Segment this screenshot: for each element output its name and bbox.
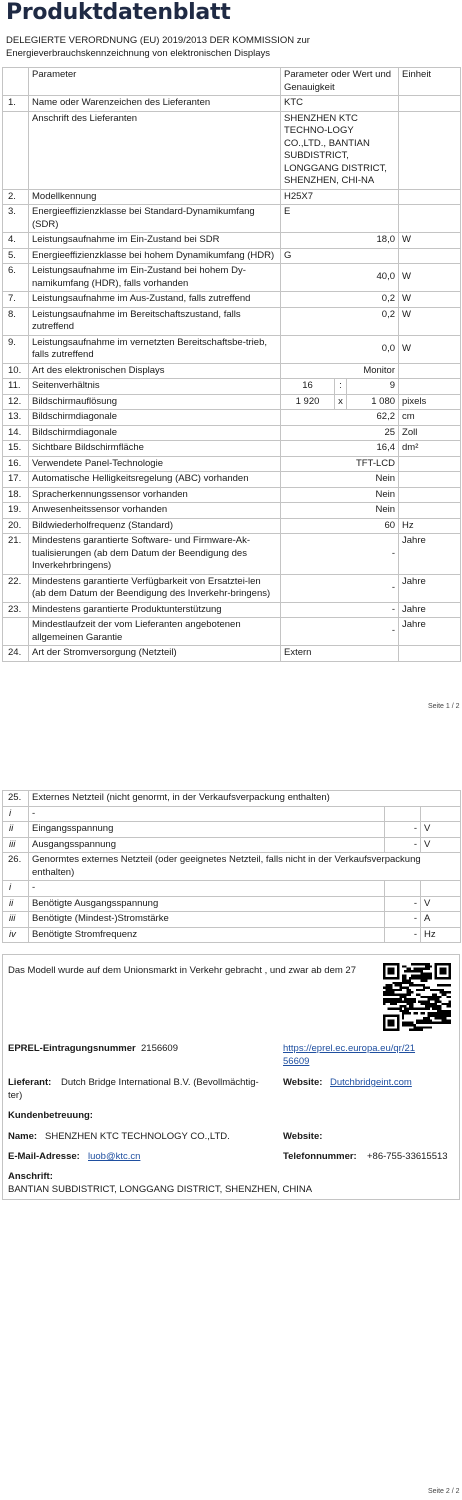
sub-row-unit: A [421, 912, 461, 928]
row-parameter: Bildschirmdiagonale [29, 410, 281, 426]
row-value-sep: x [335, 394, 347, 410]
row-unit: W [399, 264, 461, 292]
row-value: 60 [281, 518, 399, 534]
address-label: Anschrift: [8, 1171, 53, 1182]
email-link[interactable]: luob@ktc.cn [88, 1151, 141, 1162]
table-row [3, 335, 461, 363]
row-unit: Zoll [399, 425, 461, 441]
table-row [3, 410, 461, 426]
table-row [3, 363, 461, 379]
row-parameter: Seitenverhältnis [29, 379, 281, 395]
row-number: 19. [3, 503, 29, 519]
row-number: 25. [3, 791, 29, 807]
row-number: 8. [3, 307, 29, 335]
regulation-subtitle: DELEGIERTE VERORDNUNG (EU) 2019/2013 DER KOMMISSION zur Energieverbrauchskennzeichnung von elektronischen Displays [6, 35, 310, 59]
sub-row-parameter: Benötigte Stromfrequenz [29, 927, 385, 943]
row-value: SHENZHEN KTC TECHNO-LOGY CO.,LTD., BANTIAN SUBDISTRICT, LONGGANG DISTRICT, SHENZHEN, CHI-NA [281, 111, 399, 189]
table-row [3, 912, 461, 928]
row-number: 7. [3, 292, 29, 308]
row-unit [399, 189, 461, 205]
sub-row-number: iii [3, 837, 29, 853]
table-row [3, 441, 461, 457]
table-row [3, 248, 461, 264]
row-parameter: Energieeffizienzklasse bei Standard-Dynamikumfang (SDR) [29, 205, 281, 233]
row-number: 18. [3, 487, 29, 503]
row-value: Nein [281, 503, 399, 519]
row-unit [399, 111, 461, 189]
row-parameter: Spracherkennungssensor vorhanden [29, 487, 281, 503]
row-parameter: Name oder Warenzeichen des Lieferanten [29, 96, 281, 112]
sub-row-number: ii [3, 822, 29, 838]
supplier-info-box [2, 954, 460, 1200]
customer-service-heading: Kundenbetreuung: [8, 1110, 93, 1121]
sub-row-number: iii [3, 912, 29, 928]
table-row [3, 896, 461, 912]
row-unit: Jahre [399, 602, 461, 618]
row-parameter: Mindestens garantierte Software- und Firmware-Ak-tualisierungen (ab dem Datum der Beendigung des Inverkehrbringens) [29, 534, 281, 575]
row-value: 0,0 [281, 335, 399, 363]
row-parameter: Sichtbare Bildschirmfläche [29, 441, 281, 457]
row-unit: Jahre [399, 618, 461, 646]
row-value: - [281, 618, 399, 646]
row-number: 20. [3, 518, 29, 534]
eprel-link-1[interactable]: https://eprel.ec.europa.eu/qr/21 [283, 1043, 416, 1054]
table-row [3, 518, 461, 534]
row-unit [399, 205, 461, 233]
row-value: Nein [281, 487, 399, 503]
row-parameter: Anwesenheitssensor vorhanden [29, 503, 281, 519]
power-supply-table [2, 790, 461, 943]
sub-row-number: iv [3, 927, 29, 943]
row-parameter: Energieeffizienzklasse bei hohem Dynamikumfang (HDR) [29, 248, 281, 264]
sub-row-value [385, 881, 421, 897]
row-unit [399, 96, 461, 112]
row-number: 24. [3, 646, 29, 662]
website-link[interactable]: Dutchbridgeint.com [330, 1077, 412, 1088]
row-unit: Jahre [399, 574, 461, 602]
table-row [3, 472, 461, 488]
row-value-2: 9 [347, 379, 399, 395]
header-empty [3, 68, 29, 96]
table-row [3, 96, 461, 112]
sub-row-value [385, 806, 421, 822]
row-unit: W [399, 233, 461, 249]
name-value: SHENZHEN KTC TECHNOLOGY CO.,LTD. [45, 1131, 230, 1142]
table-row [3, 233, 461, 249]
table-row [3, 487, 461, 503]
table-row [3, 602, 461, 618]
table-row [3, 881, 461, 897]
row-value: Monitor [281, 363, 399, 379]
row-value: 16,4 [281, 441, 399, 457]
row-value-1: 16 [281, 379, 335, 395]
row-unit [399, 456, 461, 472]
table-row [3, 618, 461, 646]
row-value: - [281, 574, 399, 602]
table-row [3, 806, 461, 822]
row-parameter: Bildschirmauflösung [29, 394, 281, 410]
table-row [3, 574, 461, 602]
table-row [3, 111, 461, 189]
sub-row-number: i [3, 806, 29, 822]
row-value-2: 1 080 [347, 394, 399, 410]
eprel-label: EPREL-Eintragungsnummer [8, 1043, 136, 1054]
email-label: E-Mail-Adresse: [8, 1151, 80, 1162]
row-value: 18,0 [281, 233, 399, 249]
table-row [3, 379, 461, 395]
phone-label: Telefonnummer: [283, 1151, 357, 1162]
table-row [3, 189, 461, 205]
row-unit [399, 472, 461, 488]
row-value: Extern [281, 646, 399, 662]
row-parameter-25: Externes Netzteil (nicht genormt, in der Verkaufsverpackung enthalten) [29, 791, 461, 807]
row-parameter: Leistungsaufnahme im Bereitschaftszustand, falls zutreffend [29, 307, 281, 335]
page-title: Produktdatenblatt [6, 0, 231, 25]
sub-row-value: - [385, 927, 421, 943]
row-parameter: Verwendete Panel-Technologie [29, 456, 281, 472]
row-value: - [281, 602, 399, 618]
sub-row-unit: V [421, 822, 461, 838]
row-parameter: Leistungsaufnahme im Ein-Zustand bei SDR [29, 233, 281, 249]
row-value: 62,2 [281, 410, 399, 426]
row-number: 26. [3, 853, 29, 881]
row-parameter: Leistungsaufnahme im Ein-Zustand bei hohem Dy-namikumfang (HDR), falls vorhanden [29, 264, 281, 292]
row-parameter: Mindestens garantierte Verfügbarkeit von Ersatztei-len (ab dem Datum der Beendigung des Inverkehr-bringens) [29, 574, 281, 602]
table-row [3, 837, 461, 853]
row-unit [399, 248, 461, 264]
row-unit: W [399, 292, 461, 308]
row-number: 5. [3, 248, 29, 264]
sub-row-unit: V [421, 896, 461, 912]
table-row [3, 927, 461, 943]
row-parameter: Art des elektronischen Displays [29, 363, 281, 379]
table-row [3, 646, 461, 662]
sub-row-value: - [385, 912, 421, 928]
row-unit [399, 487, 461, 503]
supplier-label: Lieferant: [8, 1077, 52, 1088]
website-label: Website: [283, 1077, 323, 1088]
row-number: 23. [3, 602, 29, 618]
supplier-value: Dutch Bridge International B.V. (Bevollmächtig- [61, 1077, 259, 1088]
row-value: KTC [281, 96, 399, 112]
table-row [3, 307, 461, 335]
table-row [3, 853, 461, 881]
market-date-text: Das Modell wurde auf dem Unionsmarkt in Verkehr gebracht , und zwar ab dem 27 [8, 965, 356, 976]
row-unit: W [399, 307, 461, 335]
row-number: 15. [3, 441, 29, 457]
table-header-row [3, 68, 461, 96]
row-value: 25 [281, 425, 399, 441]
row-number [3, 618, 29, 646]
table-row [3, 425, 461, 441]
row-number [3, 111, 29, 189]
qr-code-icon [383, 963, 451, 1031]
row-number: 2. [3, 189, 29, 205]
header-unit: Einheit [399, 68, 461, 96]
row-number: 9. [3, 335, 29, 363]
sub-row-unit [421, 881, 461, 897]
row-unit: Jahre [399, 534, 461, 575]
row-value: 0,2 [281, 307, 399, 335]
row-parameter-26: Genormtes externes Netzteil (oder geeignetes Netzteil, falls nicht in der Verkaufsverpackung enthalten) [29, 853, 461, 881]
supplier-value-cont: ter) [8, 1090, 23, 1101]
sub-row-parameter: Eingangsspannung [29, 822, 385, 838]
row-unit [399, 379, 461, 395]
table-row [3, 503, 461, 519]
row-unit: W [399, 335, 461, 363]
row-value: G [281, 248, 399, 264]
row-value: E [281, 205, 399, 233]
name-label: Name: [8, 1131, 38, 1142]
address-value: BANTIAN SUBDISTRICT, LONGGANG DISTRICT, SHENZHEN, CHINA [8, 1184, 313, 1195]
row-number: 3. [3, 205, 29, 233]
row-number: 21. [3, 534, 29, 575]
row-parameter: Modellkennung [29, 189, 281, 205]
table-row [3, 264, 461, 292]
sub-row-parameter: - [29, 806, 385, 822]
row-unit [399, 646, 461, 662]
row-unit: Hz [399, 518, 461, 534]
page-number-1: Seite 1 / 2 [428, 703, 460, 710]
table-row [3, 205, 461, 233]
table-row [3, 394, 461, 410]
row-parameter: Automatische Helligkeitsregelung (ABC) vorhanden [29, 472, 281, 488]
sub-row-parameter: Benötigte (Mindest-)Stromstärke [29, 912, 385, 928]
row-number: 22. [3, 574, 29, 602]
row-number: 10. [3, 363, 29, 379]
sub-row-parameter: Ausgangsspannung [29, 837, 385, 853]
sub-row-value: - [385, 822, 421, 838]
header-value: Parameter oder Wert und Genauigkeit [281, 68, 399, 96]
row-number: 16. [3, 456, 29, 472]
row-unit: pixels [399, 394, 461, 410]
table-row [3, 534, 461, 575]
sub-row-unit [421, 806, 461, 822]
header-parameter: Parameter [29, 68, 281, 96]
page-number-2: Seite 2 / 2 [428, 1488, 460, 1495]
sub-row-unit: Hz [421, 927, 461, 943]
row-parameter: Art der Stromversorgung (Netzteil) [29, 646, 281, 662]
row-value: - [281, 534, 399, 575]
row-number: 12. [3, 394, 29, 410]
row-value: 0,2 [281, 292, 399, 308]
eprel-link-2[interactable]: 56609 [283, 1056, 310, 1067]
row-parameter: Anschrift des Lieferanten [29, 111, 281, 189]
row-number: 6. [3, 264, 29, 292]
row-unit: dm² [399, 441, 461, 457]
sub-row-number: i [3, 881, 29, 897]
row-number: 4. [3, 233, 29, 249]
row-unit: cm [399, 410, 461, 426]
sub-row-value: - [385, 837, 421, 853]
row-unit [399, 503, 461, 519]
row-parameter: Mindestlaufzeit der vom Lieferanten angebotenen allgemeinen Garantie [29, 618, 281, 646]
sub-row-number: ii [3, 896, 29, 912]
row-value: TFT-LCD [281, 456, 399, 472]
website2-label: Website: [283, 1131, 323, 1142]
row-number: 13. [3, 410, 29, 426]
sub-row-parameter: Benötigte Ausgangsspannung [29, 896, 385, 912]
row-parameter: Leistungsaufnahme im vernetzten Bereitschaftsbe-trieb, falls zutreffend [29, 335, 281, 363]
row-number: 17. [3, 472, 29, 488]
row-parameter: Bildschirmdiagonale [29, 425, 281, 441]
row-parameter: Mindestens garantierte Produktunterstützung [29, 602, 281, 618]
row-number: 11. [3, 379, 29, 395]
sub-row-unit: V [421, 837, 461, 853]
row-value-1: 1 920 [281, 394, 335, 410]
row-value: 40,0 [281, 264, 399, 292]
table-row [3, 822, 461, 838]
row-value-sep: : [335, 379, 347, 395]
row-unit [399, 363, 461, 379]
row-number: 14. [3, 425, 29, 441]
table-row [3, 456, 461, 472]
row-parameter: Bildwiederholfrequenz (Standard) [29, 518, 281, 534]
phone-value: +86-755-33615513 [367, 1151, 448, 1162]
row-value: H25X7 [281, 189, 399, 205]
table-row [3, 292, 461, 308]
row-parameter: Leistungsaufnahme im Aus-Zustand, falls zutreffend [29, 292, 281, 308]
sub-row-parameter: - [29, 881, 385, 897]
eprel-number: 2156609 [141, 1043, 178, 1054]
sub-row-value: - [385, 896, 421, 912]
row-value: Nein [281, 472, 399, 488]
row-number: 1. [3, 96, 29, 112]
table-row [3, 791, 461, 807]
product-data-table [2, 67, 461, 662]
